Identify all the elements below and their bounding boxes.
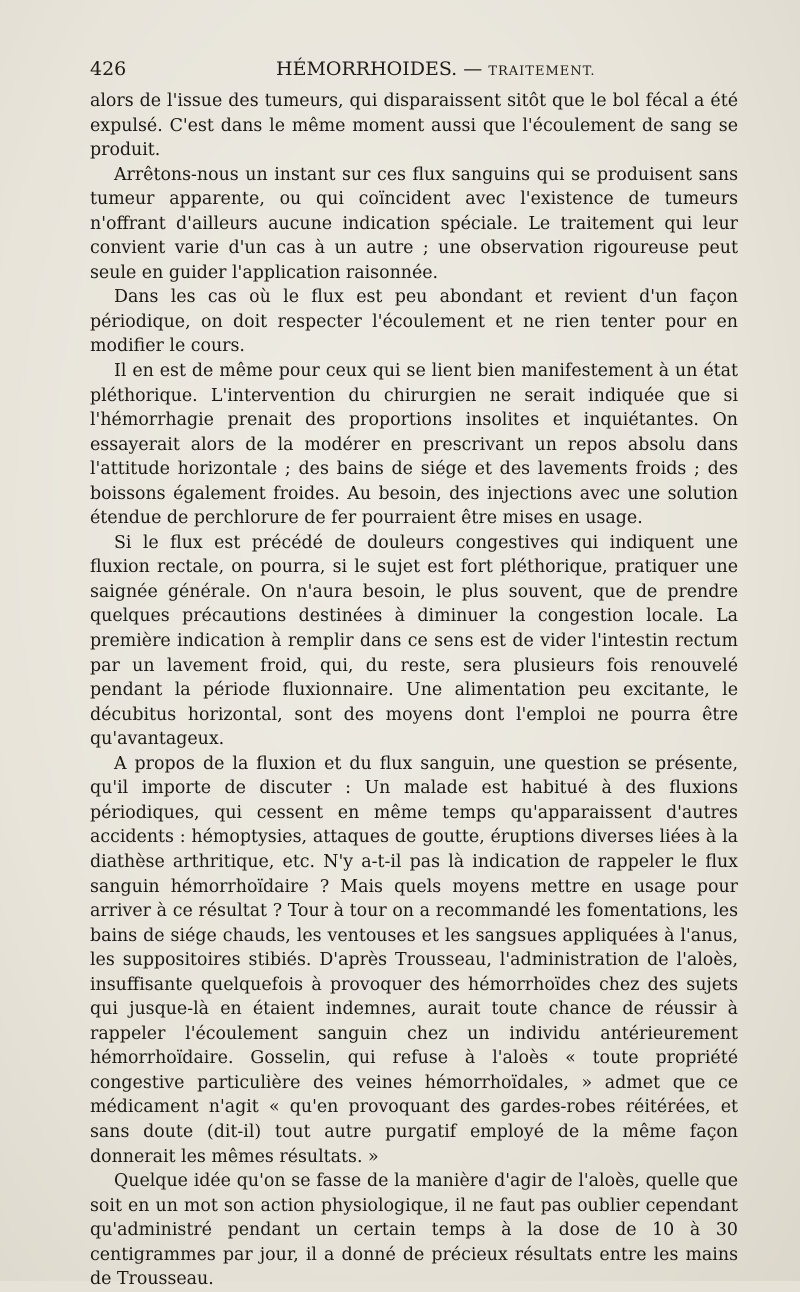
running-head-section: TRAITEMENT.	[488, 64, 596, 79]
page-number: 426	[90, 58, 127, 80]
paragraph: Si le flux est précédé de douleurs congestives qui indiquent une fluxion rectale, on pourra, si le sujet est fort pléthorique, pratiquer une saignée générale. On n'aura besoin, le plus souvent, que de prendre quelques précautions destinées à diminuer la congestion locale. La première indication à remplir dans ce sens est de vider l'intestin rectum par un lavement froid, qui, du reste, sera plusieurs fois renouvelé pendant la période fluxionnaire. Une alimentation peu excitante, le décubitus horizontal, sont des moyens dont l'emploi ne pourra être qu'avantageux.	[90, 532, 738, 750]
paragraph: Dans les cas où le flux est peu abondant et revient d'un façon périodique, on doit respecter l'écoulement et ne rien tenter pour en modifier le cours.	[90, 287, 738, 357]
running-head	[276, 58, 596, 80]
paragraph: Il en est de même pour ceux qui se lient bien manifestement à un état pléthorique. L'intervention du chirurgien ne serait indiquée que si l'hémorrhagie prenait des proportions insolites et inquiétantes. On essayerait alors de la modérer en prescrivant un repos absolu dans l'attitude horizontale ; des bains de siége et des lavements froids ; des boissons également froides. Au besoin, des injections avec une solution étendue de perchlorure de fer pourraient être mises en usage.	[90, 361, 738, 529]
paragraph: Quelque idée qu'on se fasse de la manière d'agir de l'aloès, quelle que soit en un mot son action physiologique, il ne faut pas oublier cependant qu'administré pendant un certain temps à la dose de 10 à 30 centigrammes par jour, il a donné de précieux résultats entre les mains de Trousseau.	[90, 1171, 738, 1290]
page-header	[90, 58, 740, 84]
paragraph: Arrêtons-nous un instant sur ces flux sanguins qui se produisent sans tumeur apparente, ou qui coïncident avec l'existence de tumeurs n'offrant d'ailleurs aucune indication spéciale. Le traitement qui leur convient varie d'un cas à un autre ; une observation rigoureuse peut seule en guider l'application raisonnée.	[90, 164, 738, 283]
paragraph: A propos de la fluxion et du flux sanguin, une question se présente, qu'il importe de discuter : Un malade est habitué à des fluxions périodiques, qui cessent en même temps qu'apparaissent d'autres accidents : hémoptysies, attaques de goutte, éruptions diverses liées à la diathèse arthritique, etc. N'y a-t-il pas là indication de rappeler le flux sanguin hémorrhoïdaire ? Mais quels moyens mettre en usage pour arriver à ce résultat ? Tour à tour on a recommandé les fomentations, les bains de siége chauds, les ventouses et les sangsues appliquées à l'anus, les suppositoires stibiés. D'après Trousseau, l'administration de l'aloès, insuffisante quelquefois à provoquer des hémorrhoïdes chez des sujets qui jusque-là en étaient indemnes, aurait toute chance de réussir à rappeler l'écoulement sanguin chez un individu antérieurement hémorrhoïdaire. Gosselin, qui refuse à l'aloès « toute propriété congestive particulière des veines hémorrhoïdales, » admet que ce médicament n'agit « qu'en provoquant des gardes-robes réitérées, et sans doute (dit-il) tout autre purgatif employé de la même façon donnerait les mêmes résultats. »	[90, 753, 738, 1167]
running-head-separator: —	[463, 58, 483, 80]
running-head-title: HÉMORRHOIDES.	[276, 58, 458, 80]
body-text	[90, 89, 738, 1292]
paragraph: alors de l'issue des tumeurs, qui disparaissent sitôt que le bol fécal a été expulsé. C'est dans le même moment aussi que l'écoulement de sang se produit.	[90, 91, 738, 161]
